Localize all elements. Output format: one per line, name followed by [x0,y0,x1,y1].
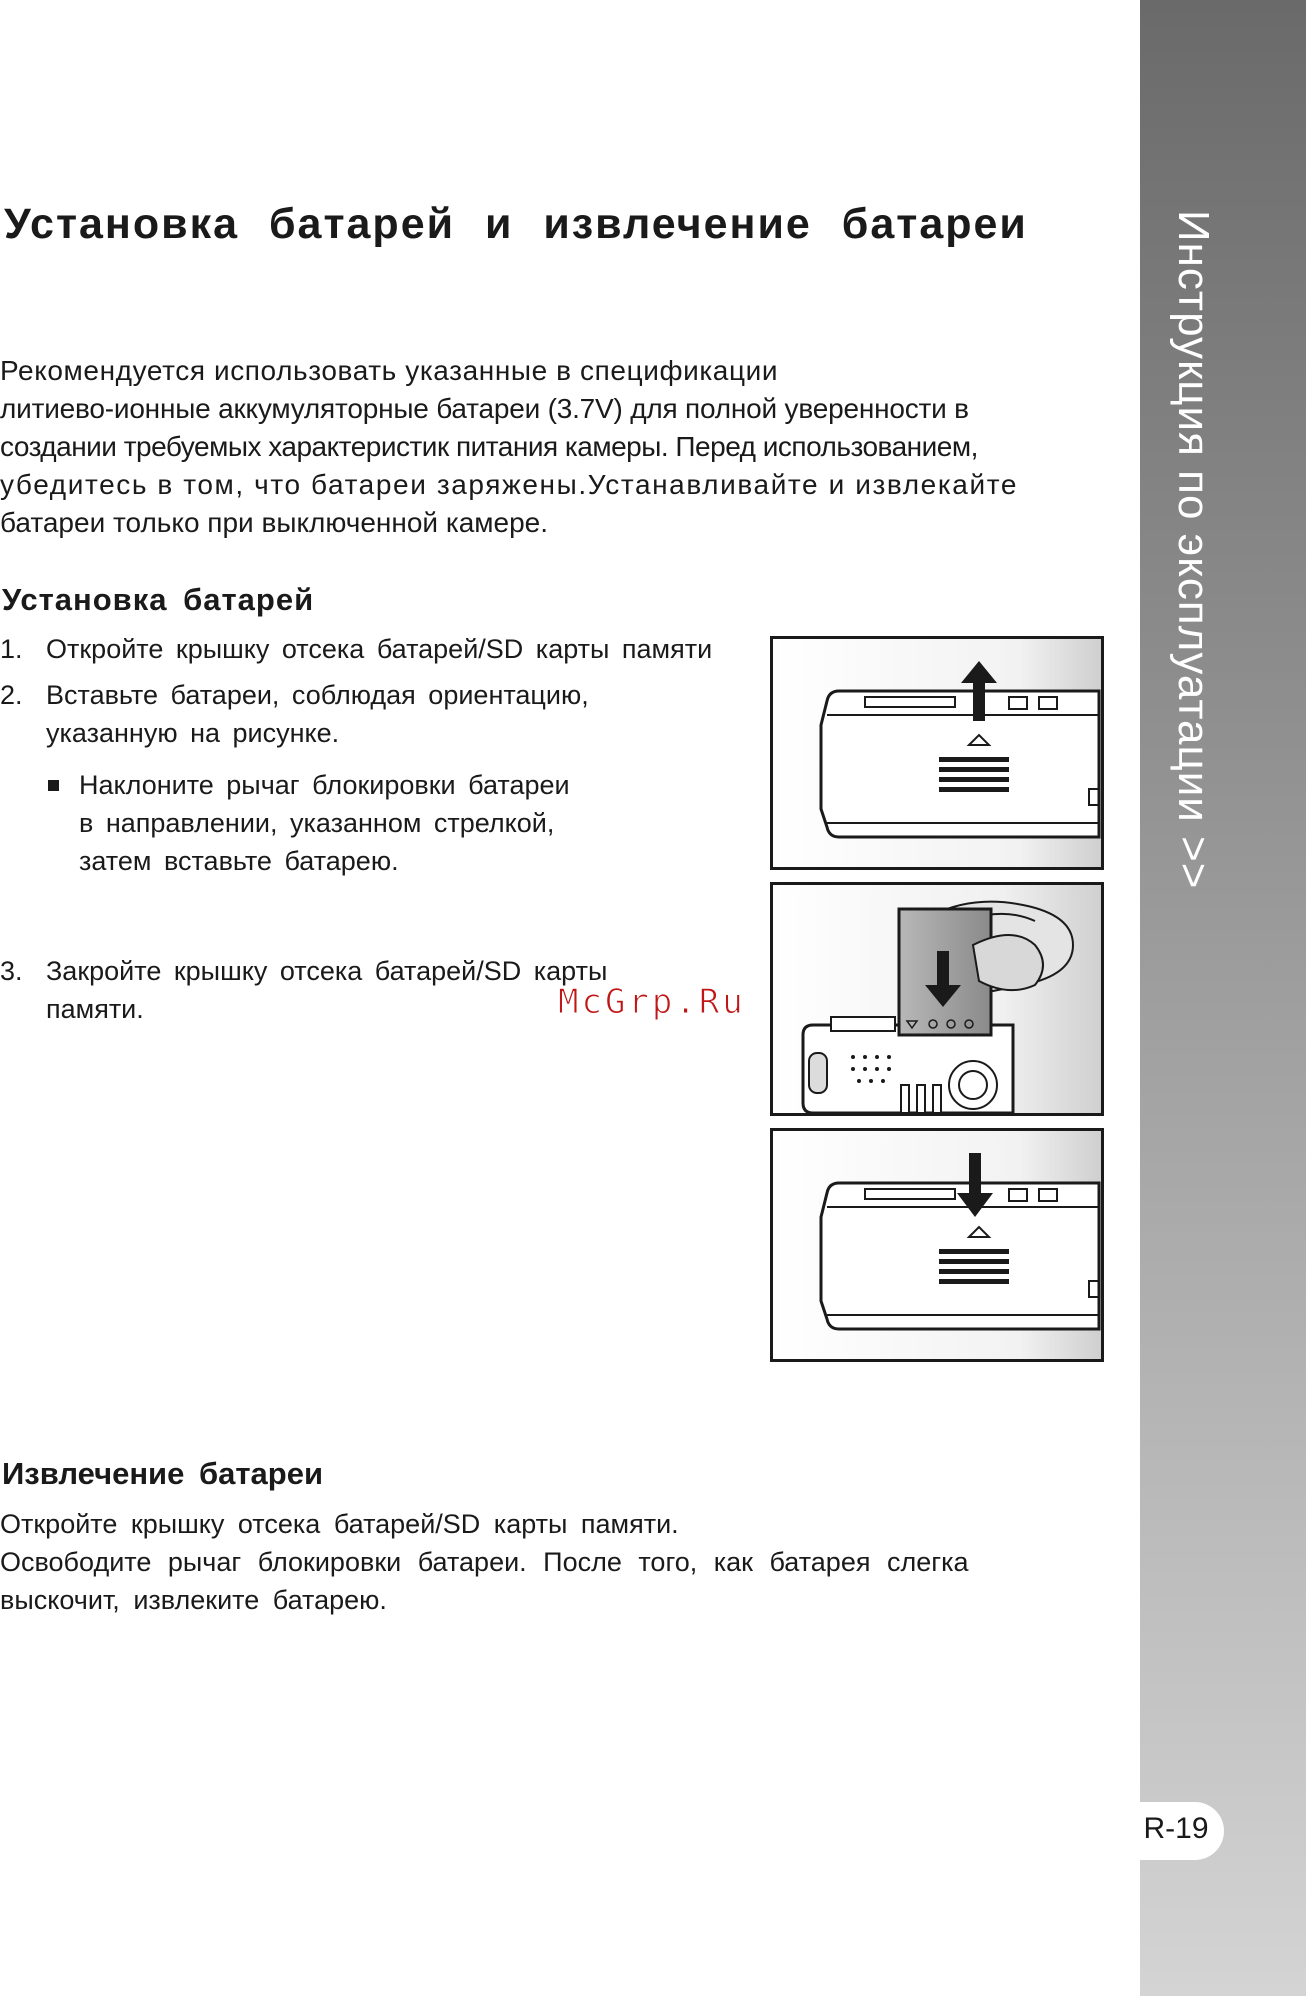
step-number: 1. [0,634,23,664]
watermark: McGrp.Ru [558,982,746,1022]
step-text: указанную на рисунке. [46,718,340,748]
intro-line: убедитесь в том, что батареи заряжены.Устанавливайте и извлекайте [0,469,1018,500]
removal-line: Освободите рычаг блокировки батареи. После того, как батарея слегка [0,1547,969,1577]
battery-insert-arrow-down-icon [773,885,1101,1113]
step-text: Вставьте батареи, соблюдая ориентацию, [46,680,589,710]
figure-insert-battery [770,882,1104,1116]
intro-line: батареи только при выключенной камере. [0,507,549,538]
removal-line: выскочит, извлеките батарею. [0,1585,387,1615]
bullet-square-icon [48,780,59,791]
intro-line: создании требуемых характеристик питания камеры. Перед использованием, [0,431,978,462]
battery-door-close-arrow-down-icon [773,1131,1101,1359]
step-number: 2. [0,680,23,710]
step-text: памяти. [46,994,144,1024]
bullet-text: Наклоните рычаг блокировки батареи [79,770,570,800]
page-number: R-19 [1143,1812,1209,1845]
removal-heading: Извлечение батареи [2,1456,324,1491]
figure-close-door [770,1128,1104,1362]
bullet-text: в направлении, указанном стрелкой, [79,808,555,838]
intro-paragraph [0,352,1110,542]
figure-open-door [770,636,1104,870]
removal-line: Откройте крышку отсека батарей/SD карты памяти. [0,1509,679,1539]
sidebar-title: Инструкция по эксплуатации >> [1169,210,1218,890]
page-title: Установка батарей и извлечение батареи [4,200,1028,248]
intro-line: литиево-ионные аккумуляторные батареи (3.7V) для полной уверенности в [0,393,969,424]
sidebar [1140,0,1306,1996]
step-text: Откройте крышку отсека батарей/SD карты памяти [46,634,713,664]
battery-door-open-arrow-up-icon [773,639,1101,867]
step-text: Закройте крышку отсека батарей/SD карты [46,956,608,986]
install-heading: Установка батарей [2,582,315,617]
step-number: 3. [0,956,23,986]
intro-line: Рекомендуется использовать указанные в спецификации [0,355,779,386]
removal-paragraph [0,1505,1080,1619]
bullet-text: затем вставьте батарею. [79,846,399,876]
